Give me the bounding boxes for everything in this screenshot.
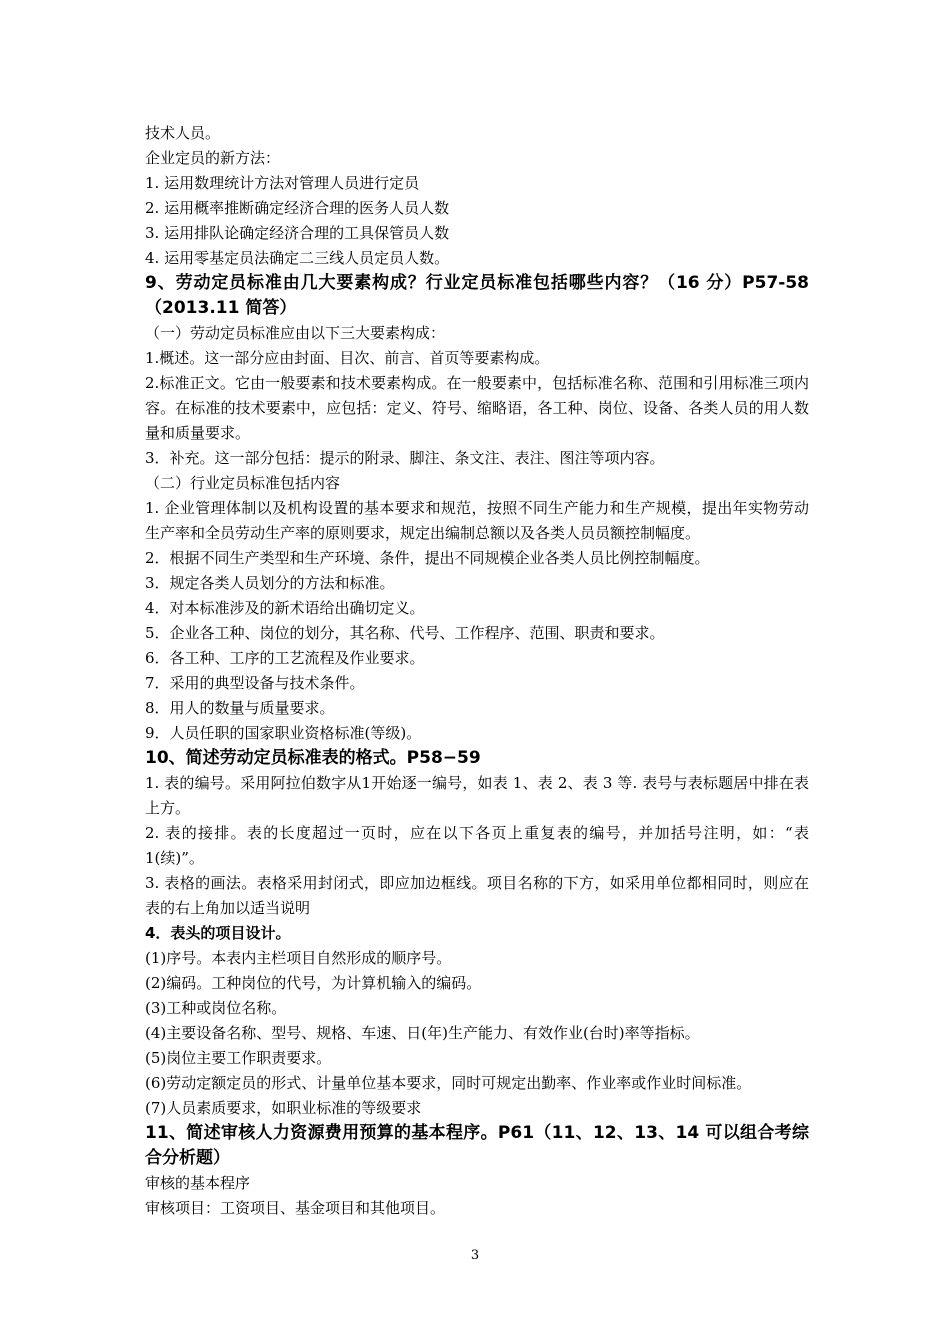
list-item: 1. 运用数理统计方法对管理人员进行定员 xyxy=(145,174,420,192)
list-item: (7)人员素质要求，如职业标准的等级要求 xyxy=(145,1099,422,1117)
text-line: 审核项目：工资项目、基金项目和其他项目。 xyxy=(145,1199,446,1217)
list-item: 1. 表的编号。采用阿拉伯数字从1开始逐一编号，如表 1、表 2、表 3 等. 表号与表标题居中排在表上方。 xyxy=(145,774,809,817)
sub-heading: 4．表头的项目设计。 xyxy=(145,924,291,942)
list-item: 4．对本标准涉及的新术语给出确切定义。 xyxy=(145,599,425,617)
list-item: 6．各工种、工序的工艺流程及作业要求。 xyxy=(145,649,425,667)
list-item: 3. 表格的画法。表格采用封闭式，即应加边框线。项目名称的下方，如采用单位都相同时，则应在表的右上角加以适当说明 xyxy=(145,874,809,917)
list-item: 2.标准正文。它由一般要素和技术要素构成。在一般要素中，包括标准名称、范围和引用标准三项内容。在标准的技术要素中，应包括：定义、符号、缩略语，各工种、岗位、设备、各类人员的用人数量和质量要求。 xyxy=(145,374,809,442)
list-item: 8．用人的数量与质量要求。 xyxy=(145,699,335,717)
document-page xyxy=(145,121,809,1221)
question-11-heading: 11、简述审核人力资源费用预算的基本程序。P61（11、12、13、14 可以组合考综合分析题） xyxy=(145,1123,809,1168)
list-item: (4)主要设备名称、型号、规格、车速、日(年)生产能力、有效作业(台时)率等指标。 xyxy=(145,1024,700,1042)
list-item: 3．补充。这一部分包括：提示的附录、脚注、条文注、表注、图注等项内容。 xyxy=(145,449,665,467)
page-number: 3 xyxy=(470,1248,480,1263)
list-item: 2．根据不同生产类型和生产环境、条件，提出不同规模企业各类人员比例控制幅度。 xyxy=(145,549,710,567)
list-item: 2. 运用概率推断确定经济合理的医务人员人数 xyxy=(145,199,450,217)
list-item: (2)编码。工种岗位的代号，为计算机输入的编码。 xyxy=(145,974,482,992)
list-item: (3)工种或岗位名称。 xyxy=(145,999,287,1017)
text-line: 企业定员的新方法： xyxy=(145,149,281,167)
list-item: (6)劳动定额定员的形式、计量单位基本要求，同时可规定出勤率、作业率或作业时间标准。 xyxy=(145,1074,752,1092)
list-item: 5．企业各工种、岗位的划分，其名称、代号、工作程序、范围、职责和要求。 xyxy=(145,624,665,642)
list-item: 3. 运用排队论确定经济合理的工具保管员人数 xyxy=(145,224,450,242)
list-item: 1.概述。这一部分应由封面、目次、前言、首页等要素构成。 xyxy=(145,349,550,367)
section-title: （一）劳动定员标准应由以下三大要素构成： xyxy=(145,324,446,342)
list-item: 1. 企业管理体制以及机构设置的基本要求和规范，按照不同生产能力和生产规模，提出年实物劳动生产率和全员劳动生产率的原则要求，规定出编制总额以及各类人员员额控制幅度。 xyxy=(145,499,809,542)
list-item: (1)序号。本表内主栏项目自然形成的顺序号。 xyxy=(145,949,452,967)
list-item: 2. 表的接排。表的长度超过一页时，应在以下各页上重复表的编号，并加括号注明，如：“表1(续)”。 xyxy=(145,824,809,867)
text-line: 审核的基本程序 xyxy=(145,1174,251,1192)
list-item: 3．规定各类人员划分的方法和标准。 xyxy=(145,574,395,592)
list-item: 7．采用的典型设备与技术条件。 xyxy=(145,674,365,692)
list-item: (5)岗位主要工作职责要求。 xyxy=(145,1049,332,1067)
list-item: 9．人员任职的国家职业资格标准(等级)。 xyxy=(145,724,422,742)
text-line: 技术人员。 xyxy=(145,124,221,142)
question-9-heading: 9、劳动定员标准由几大要素构成？行业定员标准包括哪些内容？（16 分）P57-58（2013.11 简答） xyxy=(145,273,809,318)
question-10-heading: 10、简述劳动定员标准表的格式。P58−59 xyxy=(145,748,481,768)
list-item: 4. 运用零基定员法确定二三线人员定员人数。 xyxy=(145,249,450,267)
section-title: （二）行业定员标准包括内容 xyxy=(145,474,341,492)
